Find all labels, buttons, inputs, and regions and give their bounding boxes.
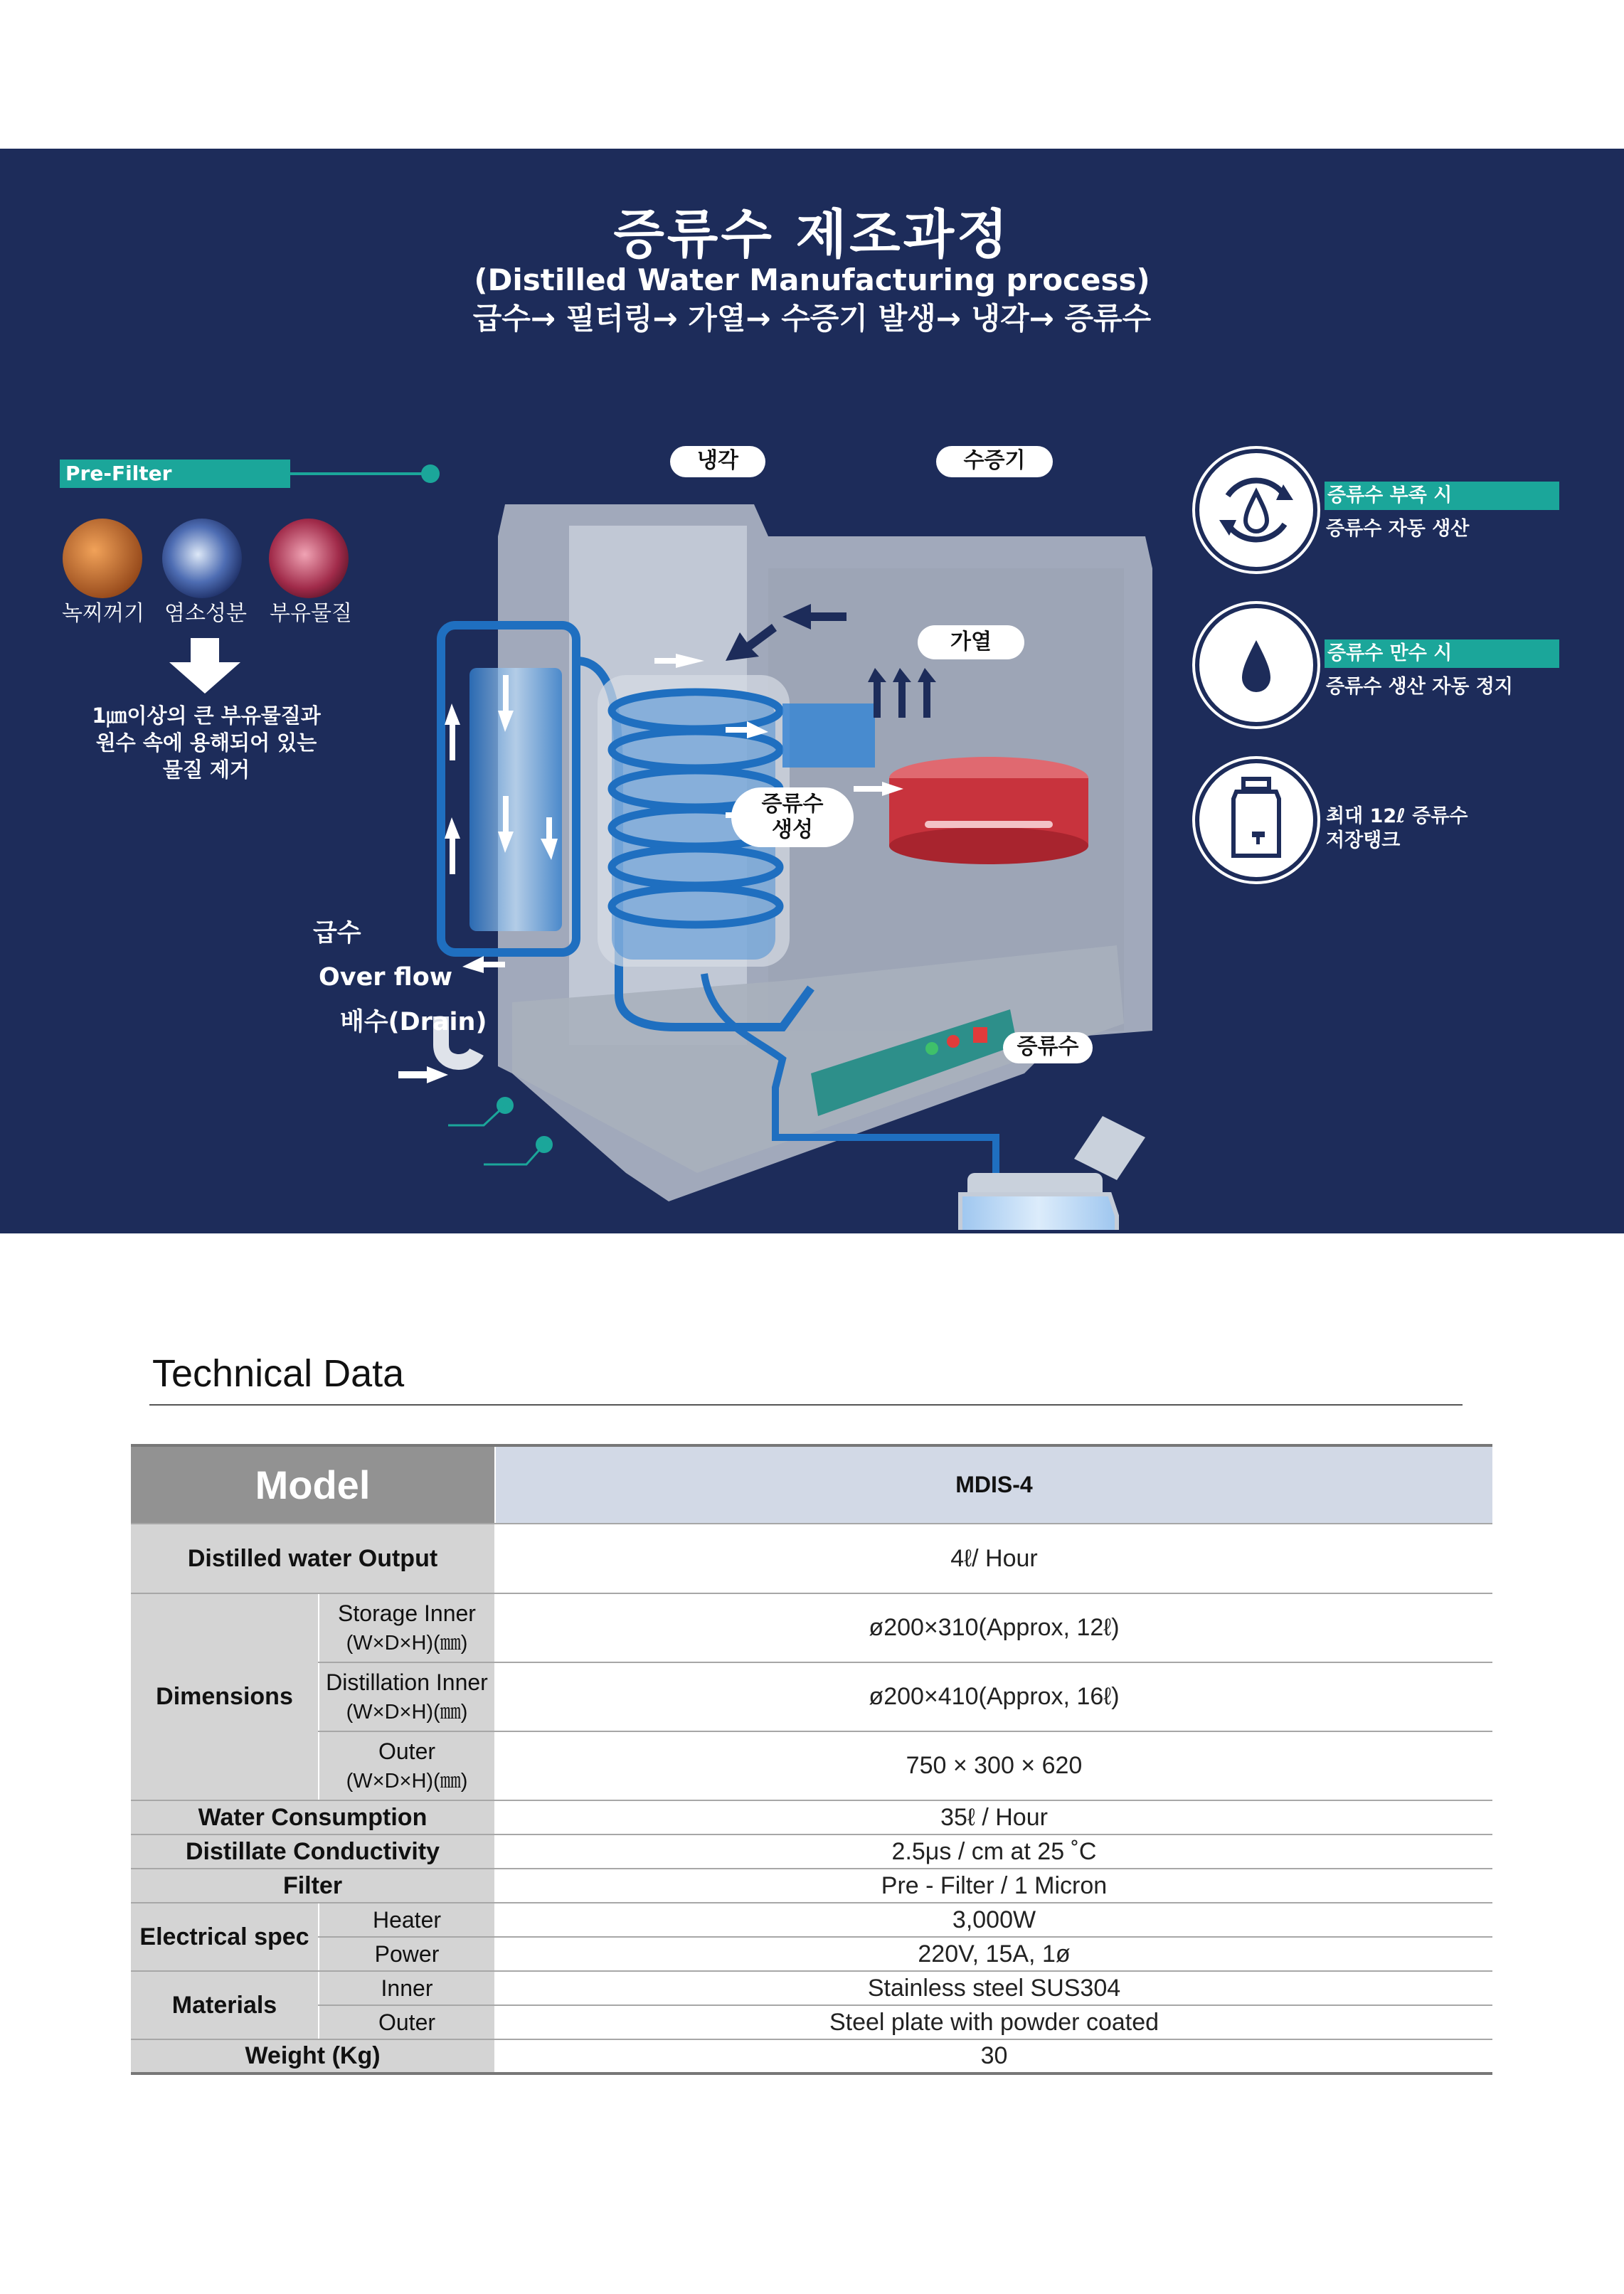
- filter-desc-line-1: 1㎛이상의 큰 부유물질과: [92, 703, 321, 728]
- water-consumption-label: Water Consumption: [131, 1800, 495, 1834]
- model-header: Model: [131, 1445, 495, 1524]
- water-consumption-value: 35ℓ / Hour: [495, 1800, 1492, 1834]
- feature-text-auto-produce: 증류수 자동 생산: [1326, 518, 1470, 540]
- distillation-inner-label: [319, 1662, 495, 1731]
- storage-inner-name: Storage Inner: [338, 1600, 476, 1626]
- water-drop-icon: [1195, 604, 1317, 726]
- heating-bubble: 가열: [918, 625, 1024, 659]
- prefilter-tag: Pre-Filter: [60, 460, 290, 488]
- heater-label: Heater: [319, 1903, 495, 1937]
- filter-description: [43, 702, 370, 783]
- contaminant-label-solids: 부유물질: [270, 601, 352, 626]
- materials-inner-label: Inner: [319, 1971, 495, 2005]
- table-row: [131, 1903, 1492, 1937]
- filter-value: Pre - Filter / 1 Micron: [495, 1869, 1492, 1903]
- spec-table: [131, 1444, 1492, 2075]
- model-value: MDIS-4: [495, 1445, 1492, 1524]
- conductivity-value: 2.5μs / cm at 25 ˚C: [495, 1834, 1492, 1869]
- distilled-water-bubble: 증류수: [1003, 1032, 1093, 1063]
- table-row: [131, 1800, 1492, 1834]
- materials-label: Materials: [131, 1971, 319, 2039]
- vapor-bubble: 수증기: [936, 446, 1053, 477]
- materials-outer-value: Steel plate with powder coated: [495, 2005, 1492, 2039]
- outer-label: [319, 1731, 495, 1800]
- materials-outer-label: Outer: [319, 2005, 495, 2039]
- storage-inner-value: ø200×310(Approx, 12ℓ): [495, 1593, 1492, 1662]
- table-row: [131, 1524, 1492, 1593]
- filter-desc-line-2: 원수 속에 용해되어 있는: [95, 731, 317, 755]
- down-arrow-icon: [169, 638, 240, 695]
- storage-inner-unit: (W×D×H)(㎜): [346, 1631, 468, 1655]
- storage-tank-icon: [1195, 759, 1317, 881]
- cooling-bubble: 냉각: [670, 446, 765, 477]
- power-value: 220V, 15A, 1ø: [495, 1937, 1492, 1971]
- table-row: [131, 1445, 1492, 1524]
- distillation-inner-name: Distillation Inner: [326, 1669, 488, 1695]
- refresh-drop-icon: [1195, 449, 1317, 571]
- rust-image: [63, 519, 142, 598]
- table-row: [131, 1834, 1492, 1869]
- feature-tag-full-water: 증류수 만수 시: [1325, 639, 1559, 668]
- table-row: [131, 1971, 1492, 2005]
- overflow-label: Over flow: [319, 963, 453, 992]
- process-banner: [0, 149, 1624, 1233]
- filter-label: Filter: [131, 1869, 495, 1903]
- table-row: [131, 1593, 1492, 1662]
- storage-line-2: 저장탱크: [1326, 829, 1401, 851]
- production-line-2: 생성: [772, 817, 813, 842]
- outer-unit: (W×D×H)(㎜): [346, 1769, 468, 1793]
- technical-data-heading: Technical Data: [152, 1352, 405, 1395]
- output-value: 4ℓ/ Hour: [495, 1524, 1492, 1593]
- feature-text-storage: [1326, 805, 1468, 853]
- table-row: [131, 1731, 1492, 1800]
- conductivity-label: Distillate Conductivity: [131, 1834, 495, 1869]
- table-row: [131, 2005, 1492, 2039]
- distillation-inner-unit: (W×D×H)(㎜): [346, 1700, 468, 1724]
- banner-subtitle: (Distilled Water Manufacturing process): [474, 262, 1150, 297]
- suspended-solids-image: [269, 519, 349, 598]
- outer-name: Outer: [378, 1738, 436, 1764]
- table-row: [131, 2039, 1492, 2073]
- storage-line-1: 최대 12ℓ 증류수: [1326, 805, 1468, 827]
- outer-value: 750 × 300 × 620: [495, 1731, 1492, 1800]
- distillate-production-bubble: [731, 787, 854, 847]
- weight-label: Weight (Kg): [131, 2039, 495, 2073]
- electrical-label: Electrical spec: [131, 1903, 319, 1971]
- drain-label: 배수(Drain): [340, 1008, 487, 1036]
- chlorine-image: [162, 519, 242, 598]
- distillation-inner-value: ø200×410(Approx, 16ℓ): [495, 1662, 1492, 1731]
- materials-inner-value: Stainless steel SUS304: [495, 1971, 1492, 2005]
- storage-inner-label: [319, 1593, 495, 1662]
- feature-text-auto-stop: 증류수 생산 자동 정지: [1326, 676, 1513, 698]
- weight-value: 30: [495, 2039, 1492, 2073]
- process-steps: 급수→ 필터링→ 가열→ 수증기 발생→ 냉각→ 증류수: [472, 301, 1152, 336]
- dimensions-label: Dimensions: [131, 1593, 319, 1800]
- table-row: [131, 1937, 1492, 1971]
- feature-tag-low-water: 증류수 부족 시: [1325, 482, 1559, 510]
- heater-value: 3,000W: [495, 1903, 1492, 1937]
- power-label: Power: [319, 1937, 495, 1971]
- contaminant-label-rust: 녹찌꺼기: [62, 601, 144, 626]
- contaminant-label-chlorine: 염소성분: [164, 601, 247, 626]
- water-supply-label: 급수: [313, 919, 361, 947]
- heading-divider: [149, 1404, 1463, 1406]
- table-row: [131, 1869, 1492, 1903]
- output-label: Distilled water Output: [131, 1524, 495, 1593]
- filter-desc-line-3: 물질 제거: [162, 758, 250, 782]
- table-row: [131, 1662, 1492, 1731]
- production-line-1: 증류수: [761, 792, 824, 817]
- banner-title: 증류수 제조과정: [613, 204, 1011, 265]
